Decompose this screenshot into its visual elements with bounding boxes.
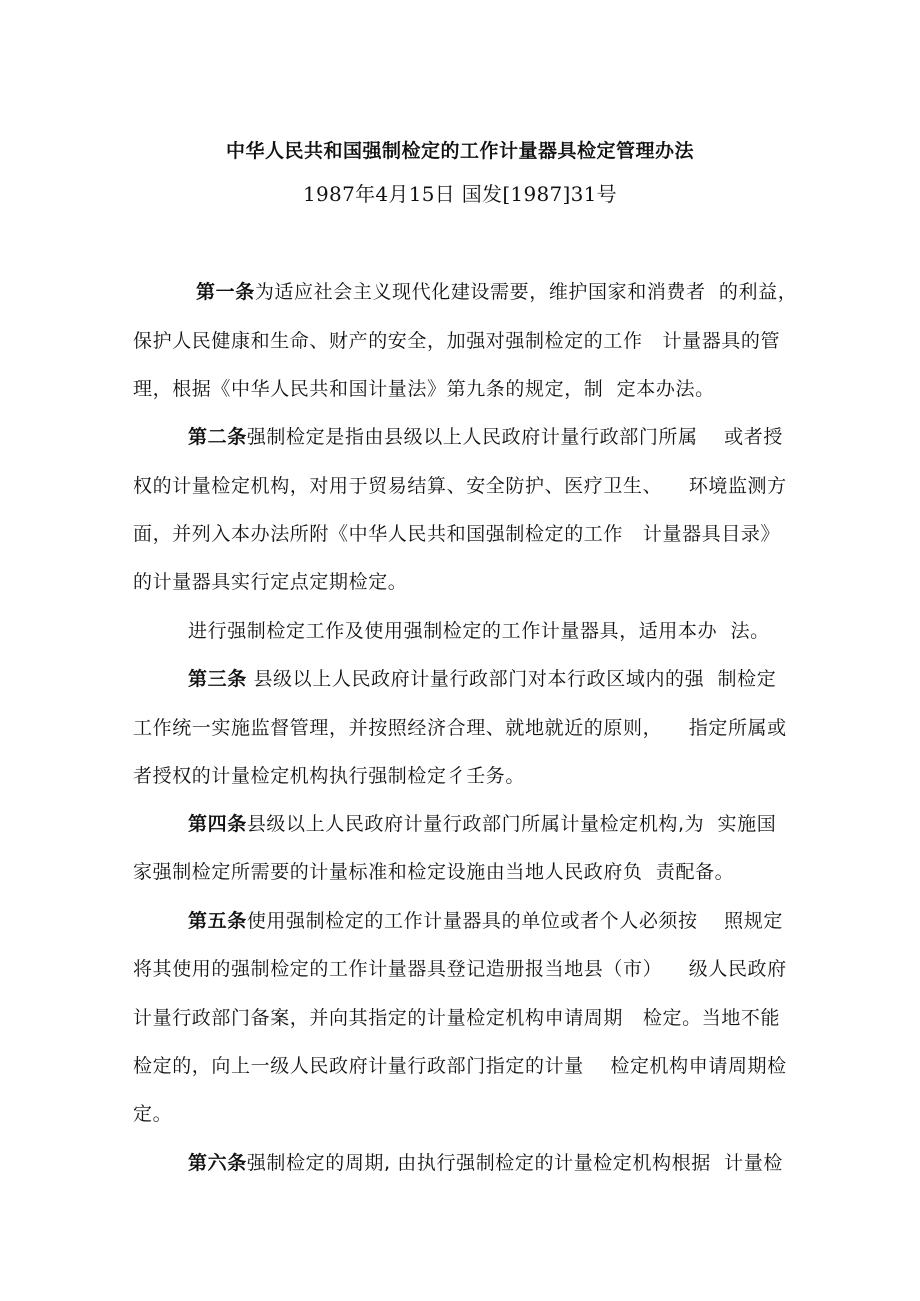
document-title: 中华人民共和国强制检定的工作计量器具检定管理办法 [225, 140, 694, 162]
article-4-line-2: 家强制检定所需要的计量标准和检定设施由当地人民政府负 责配备。 [133, 861, 735, 883]
article-6-text: 强制检定的周期, 由执行强制检定的计量检定机构根据 计量检 [246, 1152, 783, 1174]
article-3-line-1 [188, 664, 776, 691]
article-5-line-4: 检定的，向上一级人民政府计量行政部门指定的计量 检定机构申请周期检 [133, 1055, 787, 1077]
article-5-line-2: 将其使用的强制检定的工作计量器具登记造册报当地县（市） 级人民政府 [133, 958, 787, 980]
article-2-line-2: 权的计量检定机构，对用于贸易结算、安全防护、医疗卫生、 环境监测方 [133, 475, 787, 497]
document-date-and-number: 1987年4月15日 国发[1987]31号 [303, 182, 617, 206]
article-1-line-2: 保护人民健康和生命、财产的安全，加强对强制检定的工作 计量器具的管 [133, 330, 781, 352]
article-3-line-2: 工作统一实施监督管理，并按照经济合理、就地就近的原则， 指定所属或 [133, 717, 787, 739]
article-3-text: 县级以上人民政府计量行政部门对本行政区域内的强 制检定 [246, 668, 777, 690]
article-5-text: 使用强制检定的工作计量器具的单位或者个人必须按 照规定 [246, 910, 783, 932]
article-4-text: 县级以上人民政府计量行政部门所属计量检定机构,为 实施国 [246, 813, 777, 835]
article-6-line-1 [188, 1148, 783, 1175]
article-2-text: 强制检定是指由县级以上人民政府计量行政部门所属 或者授 [246, 426, 783, 448]
article-1-line-1 [196, 277, 797, 304]
paragraph-scope: 进行强制检定工作及使用强制检定的工作计量器具，适用本办 法。 [188, 620, 770, 642]
article-2-line-3: 面，并列入本办法所附《中华人民共和国强制检定的工作 计量器具目录》 [133, 523, 781, 545]
article-1-label: 第一条 [196, 281, 255, 303]
article-2-line-1 [188, 422, 783, 449]
article-5-label: 第五条 [188, 910, 247, 932]
article-5-line-5: 定。 [133, 1103, 173, 1125]
article-3-label: 第三条 [188, 668, 247, 690]
article-5-line-3: 计量行政部门备案，并向其指定的计量检定机构申请周期 检定。当地不能 [133, 1007, 781, 1029]
article-4-label: 第四条 [188, 813, 247, 835]
article-1-text: 为适应社会主义现代化建设需要，维护国家和消费者 的利益， [254, 281, 798, 303]
article-2-label: 第二条 [188, 426, 247, 448]
article-3-line-3: 者授权的计量检定机构执行强制检定彳壬务。 [133, 765, 526, 787]
article-5-line-1 [188, 906, 783, 933]
article-4-line-1 [188, 809, 776, 836]
article-1-line-3: 理，根据《中华人民共和国计量法》第九条的规定，制 定本办法。 [133, 378, 715, 400]
article-6-label: 第六条 [188, 1152, 247, 1174]
article-2-line-4: 的计量器具实行定点定期检定。 [133, 571, 408, 593]
